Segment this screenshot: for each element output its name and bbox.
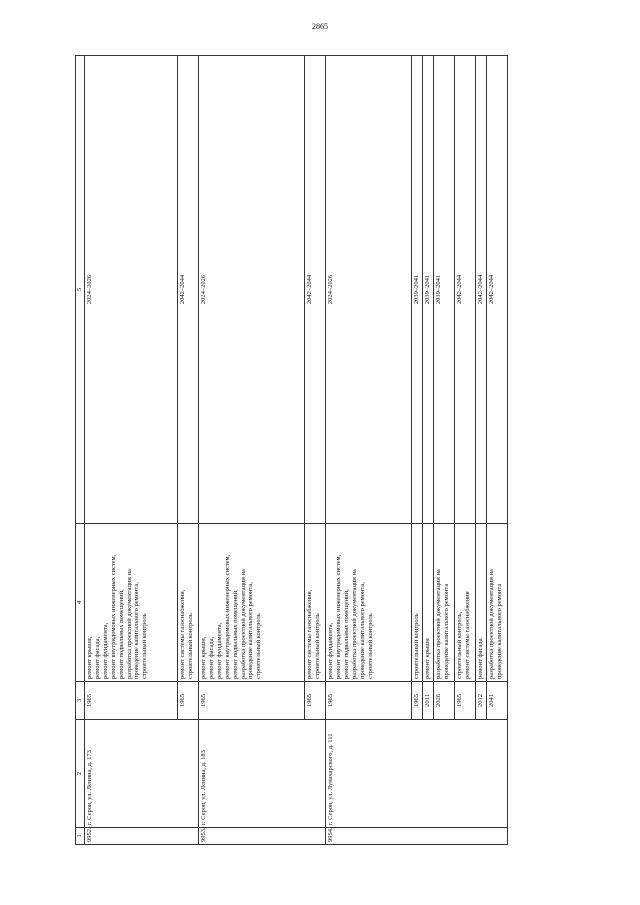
table-row	[84, 56, 177, 845]
work-item: ремонт фасада,	[93, 636, 101, 679]
cell-year: 1965	[411, 682, 422, 720]
work-item: ремонт внутридомовых инженерных систем,	[109, 554, 117, 679]
cell-period: 2042–2044	[486, 56, 507, 524]
work-item: проведение капитального ремонта	[495, 583, 503, 679]
col-header: 1	[76, 828, 85, 845]
work-item: строительный контроль	[141, 613, 149, 679]
col-header: 4	[76, 524, 85, 682]
work-item: ремонт подвальных помещений,	[231, 589, 239, 679]
cell-works	[177, 524, 198, 682]
cell-year: 2012	[475, 682, 486, 720]
cell-period: 2042–2044	[304, 56, 325, 524]
work-item: ремонт подвальных помещений,	[117, 589, 125, 679]
work-item: строительный контроль	[313, 613, 321, 679]
cell-works	[454, 524, 475, 682]
cell-period: 2024–2026	[84, 56, 177, 524]
col-header: 3	[76, 682, 85, 720]
cell-period: 2042–2044	[177, 56, 198, 524]
work-item: разработка проектной документации на	[434, 569, 442, 679]
cell-works	[422, 524, 433, 682]
work-item: разработка проектной документации на	[239, 569, 247, 679]
col-header: 2	[76, 720, 85, 828]
cell-works	[198, 524, 304, 682]
record-number: 9953.	[198, 828, 325, 845]
work-item: разработка проектной документации на	[487, 569, 495, 679]
cell-year: 1965	[84, 682, 177, 720]
work-item: ремонт крыши,	[85, 636, 93, 679]
work-item: ремонт фасада	[476, 638, 484, 679]
work-item: ремонт подвальных помещений,	[342, 589, 350, 679]
cell-year: 1965	[177, 682, 198, 720]
work-item: строительный контроль	[186, 613, 194, 679]
work-item: разработка проектной документации на	[125, 569, 133, 679]
repair-schedule-table	[75, 55, 508, 845]
rotated-page-content	[75, 55, 530, 845]
cell-period: 2039–2041	[433, 56, 454, 524]
col-header: 5	[76, 56, 85, 524]
cell-period: 2024–2026	[325, 56, 411, 524]
work-item: проведение капитального ремонта	[442, 583, 450, 679]
work-item: ремонт внутридомовых инженерных систем,	[223, 554, 231, 679]
work-item: ремонт фундамента,	[326, 622, 334, 679]
work-item: строительный контроль	[366, 613, 374, 679]
table-row	[325, 56, 411, 845]
cell-year: 2041	[486, 682, 507, 720]
work-item: ремонт системы газоснабжения	[463, 591, 471, 679]
work-item: строительный контроль	[412, 613, 420, 679]
cell-works	[475, 524, 486, 682]
record-address: г. Серов, ул. Ленина, д. 183	[198, 720, 325, 828]
cell-year: 1965	[198, 682, 304, 720]
work-item: ремонт крыши	[423, 638, 431, 679]
work-item: строительный контроль,	[455, 611, 463, 679]
cell-works	[304, 524, 325, 682]
work-item: строительный контроль	[255, 613, 263, 679]
cell-works	[411, 524, 422, 682]
work-item: ремонт системы газоснабжения,	[305, 589, 313, 679]
record-address: г. Серов, ул. Луначарского, д. 111	[325, 720, 507, 828]
work-item: ремонт фундамента,	[101, 622, 109, 679]
cell-year: 1965	[325, 682, 411, 720]
work-item: проведение капитального ремонта,	[247, 582, 255, 679]
cell-works	[325, 524, 411, 682]
work-item: ремонт фасада,	[207, 636, 215, 679]
work-item: ремонт фундамента,	[215, 622, 223, 679]
record-number: 9954.	[325, 828, 507, 845]
cell-works	[486, 524, 507, 682]
work-item: разработка проектной документации на	[350, 569, 358, 679]
page-number: 2865	[312, 22, 328, 31]
cell-period: 2039–2041	[422, 56, 433, 524]
work-item: проведение капитального ремонта,	[358, 582, 366, 679]
work-item: ремонт внутридомовых инженерных систем,	[334, 554, 342, 679]
table-row	[198, 56, 304, 845]
cell-year: 1965	[304, 682, 325, 720]
cell-year: 2026	[433, 682, 454, 720]
cell-year: 2011	[422, 682, 433, 720]
record-address: г. Серов, ул. Ленина, д. 173	[84, 720, 198, 828]
work-item: ремонт системы газоснабжения,	[178, 589, 186, 679]
column-number-row	[76, 56, 85, 845]
cell-period: 2042–2044	[454, 56, 475, 524]
cell-year: 1965	[454, 682, 475, 720]
cell-period: 2039–2041	[411, 56, 422, 524]
work-item: ремонт крыши,	[199, 636, 207, 679]
cell-period: 2042–2044	[475, 56, 486, 524]
cell-works	[433, 524, 454, 682]
record-number: 9952.	[84, 828, 198, 845]
cell-period: 2024–2026	[198, 56, 304, 524]
cell-works	[84, 524, 177, 682]
work-item: проведение капитального ремонта,	[133, 582, 141, 679]
